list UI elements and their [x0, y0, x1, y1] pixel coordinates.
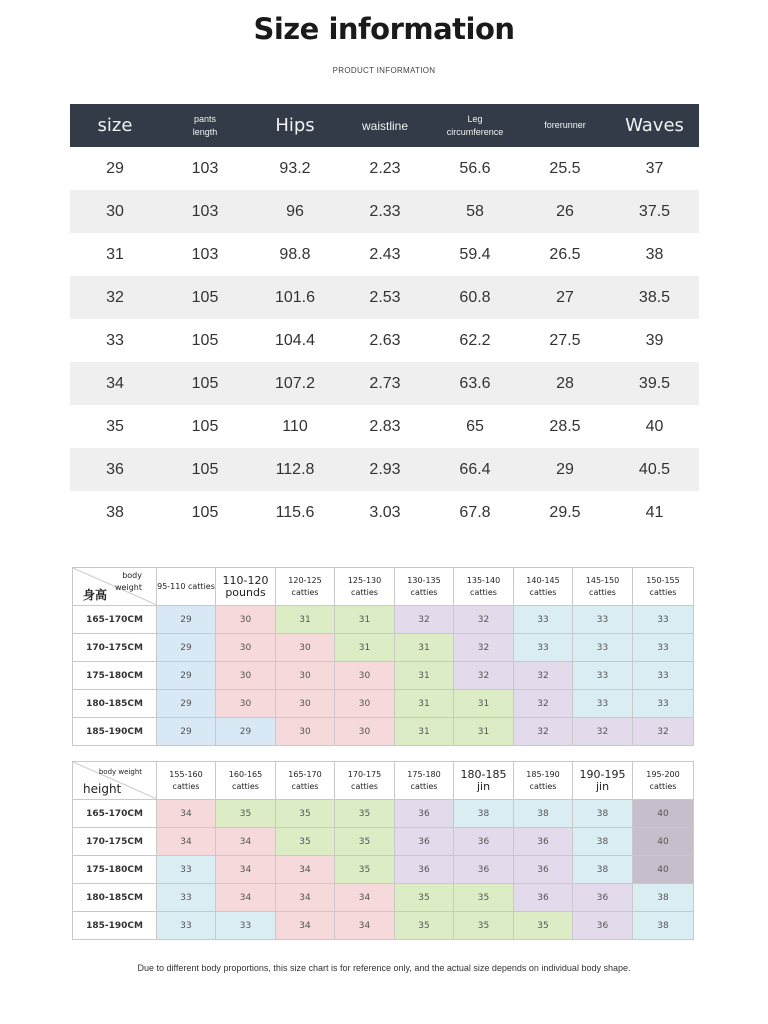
table-cell: 2.33 [340, 190, 430, 233]
table-cell: 63.6 [430, 362, 520, 405]
header-hips: Hips [250, 104, 340, 147]
corner-height-label: height [83, 782, 122, 796]
table-cell: 40 [645, 417, 664, 435]
size-recommendation-cell: 33 [633, 690, 694, 718]
table-cell: 65 [466, 417, 484, 435]
size-recommendation-cell: 33 [573, 634, 633, 662]
table-cell: 58 [430, 190, 520, 233]
table-cell: 104.4 [274, 331, 316, 349]
table-cell: 2.53 [340, 276, 430, 319]
weight-column-header: 130-135 catties [395, 568, 454, 606]
table-cell: 2.83 [369, 417, 401, 435]
size-recommendation-cell: 36 [454, 856, 514, 884]
size-recommendation-cell: 33 [573, 662, 633, 690]
fit-row [73, 662, 694, 690]
corner-weight-text: body weight [98, 768, 142, 776]
height-row-label: 180-185CM [73, 690, 157, 718]
table-row [70, 491, 699, 534]
size-recommendation-cell: 32 [514, 662, 573, 690]
size-recommendation-cell: 33 [157, 856, 216, 884]
size-recommendation-cell: 34 [335, 884, 395, 912]
size-recommendation-cell: 40 [633, 800, 694, 828]
size-recommendation-cell: 34 [216, 828, 276, 856]
table-cell: 105 [191, 503, 219, 521]
size-recommendation-cell: 29 [157, 718, 216, 746]
size-recommendation-cell: 34 [335, 912, 395, 940]
table-cell: 93.2 [279, 159, 311, 177]
size-recommendation-cell: 36 [395, 828, 454, 856]
fit-row [73, 800, 694, 828]
size-recommendation-cell: 32 [573, 718, 633, 746]
size-recommendation-cell: 36 [395, 856, 454, 884]
size-recommendation-cell: 35 [395, 884, 454, 912]
header-leg-circumference-text: Leg circumference [446, 113, 504, 137]
corner-weight-label [108, 570, 142, 594]
fit-row [73, 828, 694, 856]
table-cell: 105 [160, 362, 250, 405]
size-recommendation-cell: 35 [335, 800, 395, 828]
table-row [70, 362, 699, 405]
size-recommendation-cell: 29 [157, 606, 216, 634]
size-recommendation-cell: 38 [573, 856, 633, 884]
size-recommendation-cell: 31 [395, 690, 454, 718]
table-cell: 2.73 [340, 362, 430, 405]
size-recommendation-cell: 34 [216, 856, 276, 884]
size-recommendation-cell: 34 [276, 856, 335, 884]
size-recommendation-cell: 33 [157, 884, 216, 912]
height-row-label: 185-190CM [73, 912, 157, 940]
size-recommendation-cell: 30 [216, 634, 276, 662]
size-recommendation-cell: 33 [633, 662, 694, 690]
table-cell: 38 [645, 245, 664, 263]
fit-row [73, 690, 694, 718]
size-recommendation-cell: 36 [514, 828, 573, 856]
size-recommendation-cell: 30 [216, 662, 276, 690]
table-cell: 59.4 [459, 245, 491, 263]
table-cell: 105 [191, 331, 219, 349]
fit-chart-2 [72, 761, 694, 940]
size-recommendation-cell: 38 [573, 828, 633, 856]
table-cell: 29 [106, 159, 124, 177]
header-pants-length [160, 104, 250, 147]
table-cell: 39.5 [610, 362, 699, 405]
table-cell: 36 [70, 448, 160, 491]
page-title: Size information [253, 12, 515, 46]
fit-row [73, 912, 694, 940]
table-cell: 98.8 [279, 245, 311, 263]
table-cell: 67.8 [459, 503, 491, 521]
size-recommendation-cell: 31 [335, 634, 395, 662]
table-cell: 2.63 [369, 331, 401, 349]
size-recommendation-cell: 30 [216, 690, 276, 718]
size-recommendation-cell: 29 [157, 634, 216, 662]
size-recommendation-cell: 31 [454, 718, 514, 746]
weight-column-header: 95-110 catties [157, 568, 216, 606]
weight-column-header: 125-130 catties [335, 568, 395, 606]
header-forerunner: forerunner [520, 104, 610, 147]
size-recommendation-cell: 31 [454, 690, 514, 718]
table-cell: 2.93 [340, 448, 430, 491]
table-cell: 107.2 [250, 362, 340, 405]
table-cell: 31 [106, 245, 124, 263]
table-cell: 33 [106, 331, 124, 349]
size-recommendation-cell: 30 [276, 634, 335, 662]
table-cell: 3.03 [369, 503, 401, 521]
size-recommendation-cell: 35 [395, 912, 454, 940]
table-cell: 56.6 [459, 159, 491, 177]
table-cell: 27.5 [549, 331, 581, 349]
weight-column-header: 120-125 catties [276, 568, 335, 606]
weight-column-header: 180-185 jin [454, 762, 514, 800]
size-recommendation-cell: 31 [395, 634, 454, 662]
size-recommendation-cell: 33 [633, 634, 694, 662]
height-row-label: 165-170CM [73, 800, 157, 828]
size-recommendation-cell: 33 [573, 606, 633, 634]
weight-column-header: 155-160 catties [157, 762, 216, 800]
size-recommendation-cell: 33 [573, 690, 633, 718]
height-row-label: 180-185CM [73, 884, 157, 912]
table-cell: 39 [645, 331, 664, 349]
size-recommendation-cell: 29 [216, 718, 276, 746]
header-waistline: waistline [340, 104, 430, 147]
size-recommendation-cell: 32 [633, 718, 694, 746]
size-recommendation-cell: 30 [276, 690, 335, 718]
page-subtitle: PRODUCT INFORMATION [332, 66, 436, 75]
table-cell: 103 [191, 245, 219, 263]
size-recommendation-cell: 34 [276, 884, 335, 912]
table-row [70, 319, 699, 362]
size-recommendation-cell: 35 [335, 856, 395, 884]
size-recommendation-cell: 33 [514, 606, 573, 634]
weight-column-header: 190-195 jin [573, 762, 633, 800]
size-recommendation-cell: 35 [514, 912, 573, 940]
table-cell: 2.23 [369, 159, 401, 177]
weight-column-header: 110-120 pounds [216, 568, 276, 606]
table-cell: 2.43 [369, 245, 401, 263]
fit-chart-1-corner [73, 568, 157, 606]
table-cell: 62.2 [459, 331, 491, 349]
table-cell: 37.5 [610, 190, 699, 233]
table-cell: 103 [191, 159, 219, 177]
size-recommendation-cell: 38 [633, 884, 694, 912]
size-recommendation-cell: 36 [573, 912, 633, 940]
fit-chart-2-corner [73, 762, 157, 800]
fit-chart-1 [72, 567, 694, 746]
size-recommendation-cell: 33 [157, 912, 216, 940]
table-cell: 105 [160, 276, 250, 319]
table-cell: 26.5 [549, 245, 581, 263]
fit-row [73, 718, 694, 746]
size-recommendation-cell: 33 [633, 606, 694, 634]
size-recommendation-cell: 40 [633, 828, 694, 856]
table-cell: 60.8 [430, 276, 520, 319]
size-recommendation-cell: 31 [276, 606, 335, 634]
table-cell: 103 [160, 190, 250, 233]
size-recommendation-cell: 30 [276, 662, 335, 690]
size-recommendation-cell: 36 [395, 800, 454, 828]
table-cell: 30 [70, 190, 160, 233]
table-cell: 25.5 [549, 159, 581, 177]
table-cell: 96 [250, 190, 340, 233]
table-row [70, 448, 699, 491]
table-row [70, 405, 699, 448]
size-recommendation-cell: 31 [395, 662, 454, 690]
table-cell: 112.8 [250, 448, 340, 491]
size-recommendation-cell: 30 [335, 690, 395, 718]
size-recommendation-cell: 35 [335, 828, 395, 856]
header-leg-circumference [430, 104, 520, 147]
size-recommendation-cell: 34 [216, 884, 276, 912]
size-recommendation-cell: 38 [633, 912, 694, 940]
size-recommendation-cell: 32 [514, 690, 573, 718]
header-waves: Waves [610, 104, 699, 147]
table-cell: 105 [191, 417, 219, 435]
table-cell: 29 [520, 448, 610, 491]
size-recommendation-cell: 32 [514, 718, 573, 746]
size-recommendation-cell: 36 [514, 856, 573, 884]
weight-column-header: 175-180 catties [395, 762, 454, 800]
height-row-label: 170-175CM [73, 634, 157, 662]
size-recommendation-cell: 35 [216, 800, 276, 828]
size-recommendation-cell: 33 [514, 634, 573, 662]
fit-row [73, 634, 694, 662]
corner-weight-text: body weight [115, 571, 142, 592]
size-recommendation-cell: 36 [514, 884, 573, 912]
table-cell: 35 [106, 417, 124, 435]
size-recommendation-cell: 34 [157, 800, 216, 828]
table-row [70, 190, 699, 233]
size-recommendation-cell: 34 [157, 828, 216, 856]
corner-weight-label [82, 766, 142, 778]
weight-column-header: 185-190 catties [514, 762, 573, 800]
size-recommendation-cell: 32 [454, 606, 514, 634]
table-cell: 34 [70, 362, 160, 405]
table-cell: 28 [520, 362, 610, 405]
weight-column-header: 165-170 catties [276, 762, 335, 800]
table-cell: 41 [645, 503, 664, 521]
weight-column-header: 135-140 catties [454, 568, 514, 606]
size-recommendation-cell: 35 [454, 912, 514, 940]
size-recommendation-cell: 29 [157, 690, 216, 718]
size-recommendation-cell: 38 [454, 800, 514, 828]
height-row-label: 170-175CM [73, 828, 157, 856]
size-recommendation-cell: 38 [514, 800, 573, 828]
table-row [70, 276, 699, 319]
size-table [70, 104, 699, 534]
table-cell: 26 [520, 190, 610, 233]
size-table-header [70, 104, 699, 147]
fit-row [73, 856, 694, 884]
size-recommendation-cell: 32 [454, 634, 514, 662]
table-cell: 105 [160, 448, 250, 491]
weight-column-header: 145-150 catties [573, 568, 633, 606]
weight-column-header: 160-165 catties [216, 762, 276, 800]
table-row [70, 233, 699, 276]
header-pants-length-text: pants length [192, 113, 218, 137]
table-cell: 37 [645, 159, 664, 177]
size-recommendation-cell: 35 [276, 828, 335, 856]
table-cell: 38.5 [610, 276, 699, 319]
size-recommendation-cell: 40 [633, 856, 694, 884]
size-recommendation-cell: 30 [335, 718, 395, 746]
table-cell: 29.5 [549, 503, 581, 521]
size-recommendation-cell: 30 [335, 662, 395, 690]
weight-column-header: 150-155 catties [633, 568, 694, 606]
size-recommendation-cell: 32 [454, 662, 514, 690]
size-recommendation-cell: 30 [276, 718, 335, 746]
weight-column-header: 170-175 catties [335, 762, 395, 800]
height-row-label: 175-180CM [73, 662, 157, 690]
height-row-label: 185-190CM [73, 718, 157, 746]
size-recommendation-cell: 36 [454, 828, 514, 856]
fit-row [73, 884, 694, 912]
size-recommendation-cell: 34 [276, 912, 335, 940]
size-recommendation-cell: 31 [335, 606, 395, 634]
size-recommendation-cell: 38 [573, 800, 633, 828]
size-recommendation-cell: 32 [395, 606, 454, 634]
size-recommendation-cell: 35 [454, 884, 514, 912]
weight-column-header: 195-200 catties [633, 762, 694, 800]
header-size: size [70, 104, 160, 147]
table-cell: 38 [106, 503, 124, 521]
size-recommendation-cell: 30 [216, 606, 276, 634]
table-cell: 40.5 [610, 448, 699, 491]
table-cell: 28.5 [549, 417, 581, 435]
table-row [70, 147, 699, 190]
table-cell: 110 [282, 417, 308, 435]
size-recommendation-cell: 31 [395, 718, 454, 746]
table-cell: 101.6 [250, 276, 340, 319]
table-cell: 115.6 [275, 503, 315, 521]
footnote: Due to different body proportions, this size chart is for reference only, and the actual size depends on individual body shape. [137, 963, 631, 973]
table-cell: 66.4 [430, 448, 520, 491]
size-recommendation-cell: 35 [276, 800, 335, 828]
size-recommendation-cell: 29 [157, 662, 216, 690]
fit-row [73, 606, 694, 634]
weight-column-header: 140-145 catties [514, 568, 573, 606]
table-cell: 32 [70, 276, 160, 319]
height-row-label: 175-180CM [73, 856, 157, 884]
size-recommendation-cell: 33 [216, 912, 276, 940]
corner-height-label: 身高 [83, 588, 108, 602]
height-row-label: 165-170CM [73, 606, 157, 634]
size-recommendation-cell: 36 [573, 884, 633, 912]
table-cell: 27 [520, 276, 610, 319]
